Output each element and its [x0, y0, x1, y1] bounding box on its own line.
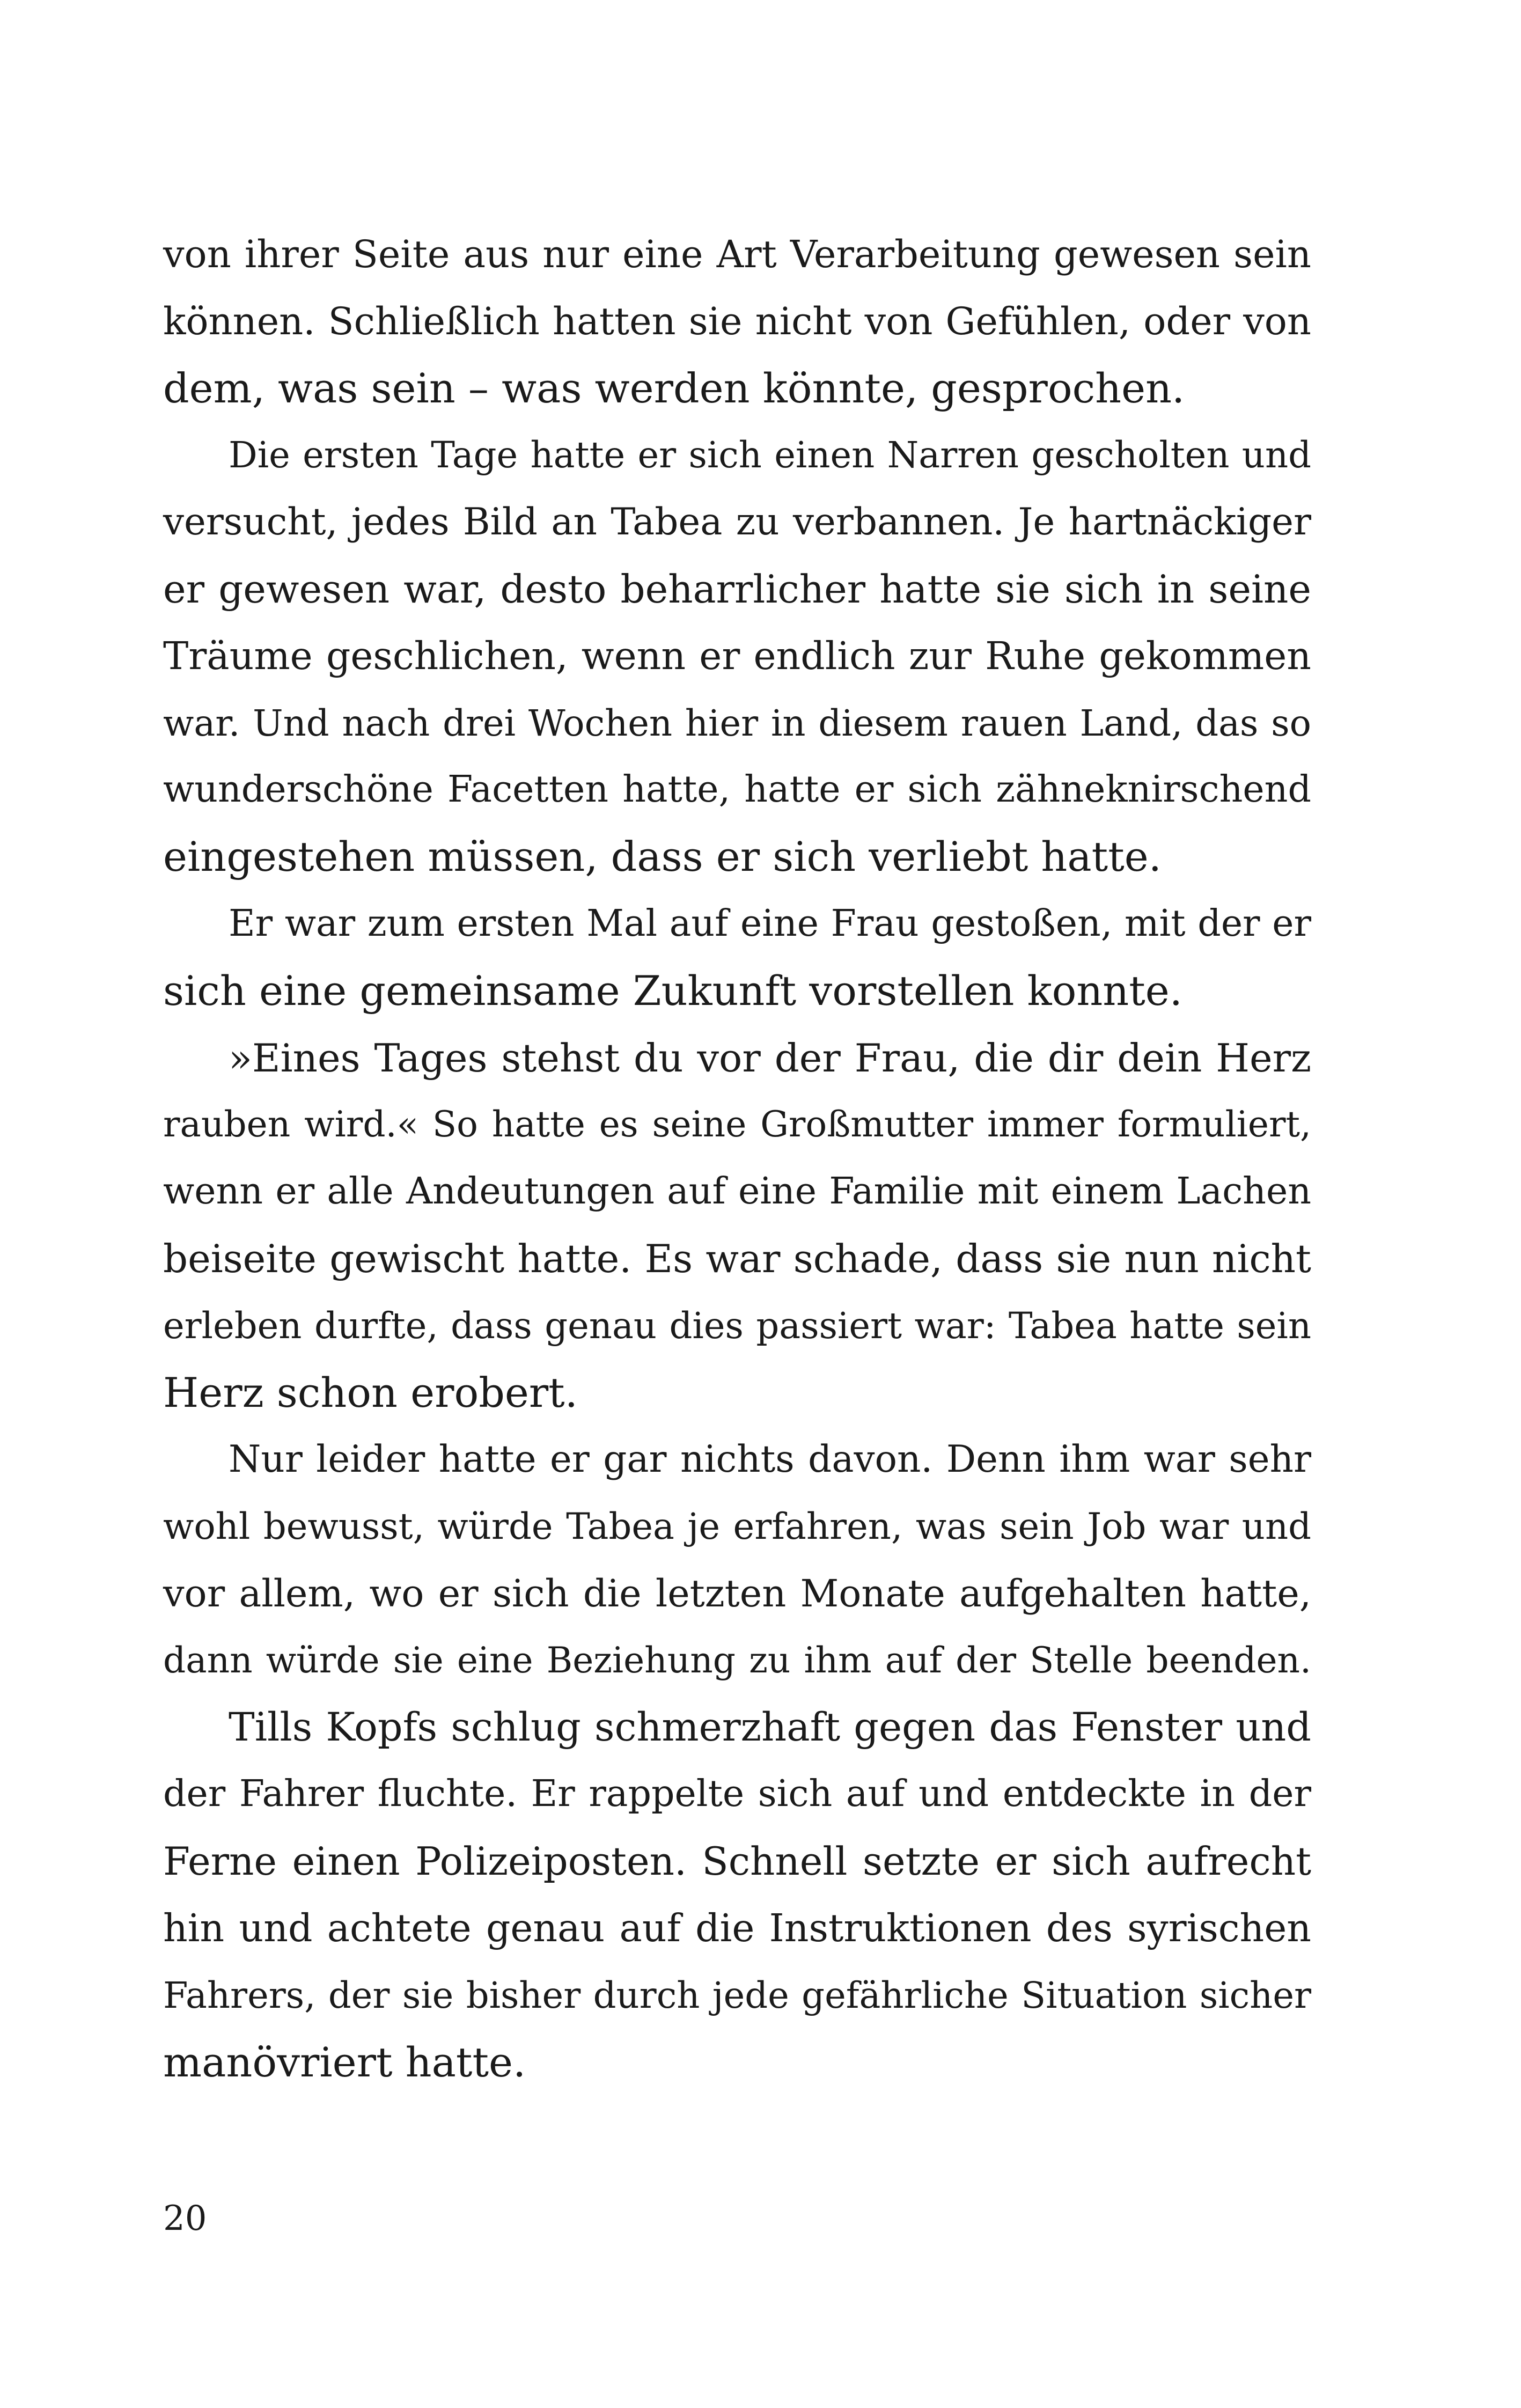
text-line: Träume geschlichen, wenn er endlich zur Ruhe gekommen [163, 633, 1311, 678]
text-line: Herz schon erobert. [163, 1368, 578, 1416]
text-line: der Fahrer fluchte. Er rappelte sich auf und entdeckte in der [163, 1773, 1311, 1816]
text-line: von ihrer Seite aus nur eine Art Verarbeitung gewesen sein [163, 232, 1311, 276]
text-line: versucht, jedes Bild an Tabea zu verbannen. Je hartnäckiger [163, 501, 1311, 544]
text-line: war. Und nach drei Wochen hier in diesem rauen Land, das so [163, 702, 1311, 744]
text-line: dem, was sein – was werden könnte, gesprochen. [163, 364, 1185, 412]
text-line: hin und achtete genau auf die Instruktionen des syrischen [163, 1905, 1311, 1950]
text-line: Tills Kopfs schlug schmerzhaft gegen das Fenster und [229, 1704, 1311, 1750]
text-line: Ferne einen Polizeiposten. Schnell setzte er sich aufrecht [163, 1839, 1311, 1884]
text-line: vor allem, wo er sich die letzten Monate aufgehalten hatte, [163, 1571, 1311, 1616]
text-line: Nur leider hatte er gar nichts davon. Denn ihm war sehr [229, 1438, 1311, 1481]
text-line: können. Schließlich hatten sie nicht von Gefühlen, oder von [163, 299, 1311, 343]
text-line: wunderschöne Facetten hatte, hatte er sich zähneknirschend [163, 768, 1311, 811]
text-line: »Eines Tages stehst du vor der Frau, die dir dein Herz [229, 1035, 1311, 1081]
text-line: wohl bewusst, würde Tabea je erfahren, was sein Job war und [163, 1506, 1311, 1548]
text-line: rauben wird.« So hatte es seine Großmutter immer formuliert, [163, 1104, 1311, 1146]
text-line: Die ersten Tage hatte er sich einen Narren gescholten und [229, 434, 1311, 476]
text-line: eingestehen müssen, dass er sich verliebt hatte. [163, 833, 1162, 881]
text-line: Fahrers, der sie bisher durch jede gefährliche Situation sicher [163, 1974, 1311, 2016]
text-line: manövriert hatte. [163, 2038, 526, 2086]
page-number: 20 [163, 2199, 207, 2238]
text-line: beiseite gewischt hatte. Es war schade, dass sie nun nicht [163, 1236, 1311, 1281]
text-line: dann würde sie eine Beziehung zu ihm auf der Stelle beenden. [163, 1639, 1311, 1681]
text-line: wenn er alle Andeutungen auf eine Familie mit einem Lachen [163, 1170, 1311, 1213]
text-line: er gewesen war, desto beharrlicher hatte sie sich in seine [163, 566, 1311, 612]
text-line: Er war zum ersten Mal auf eine Frau gestoßen, mit der er [229, 902, 1311, 945]
body-text [163, 221, 1311, 2096]
text-line: erleben durfte, dass genau dies passiert war: Tabea hatte sein [163, 1304, 1311, 1347]
text-line: sich eine gemeinsame Zukunft vorstellen konnte. [163, 966, 1182, 1015]
